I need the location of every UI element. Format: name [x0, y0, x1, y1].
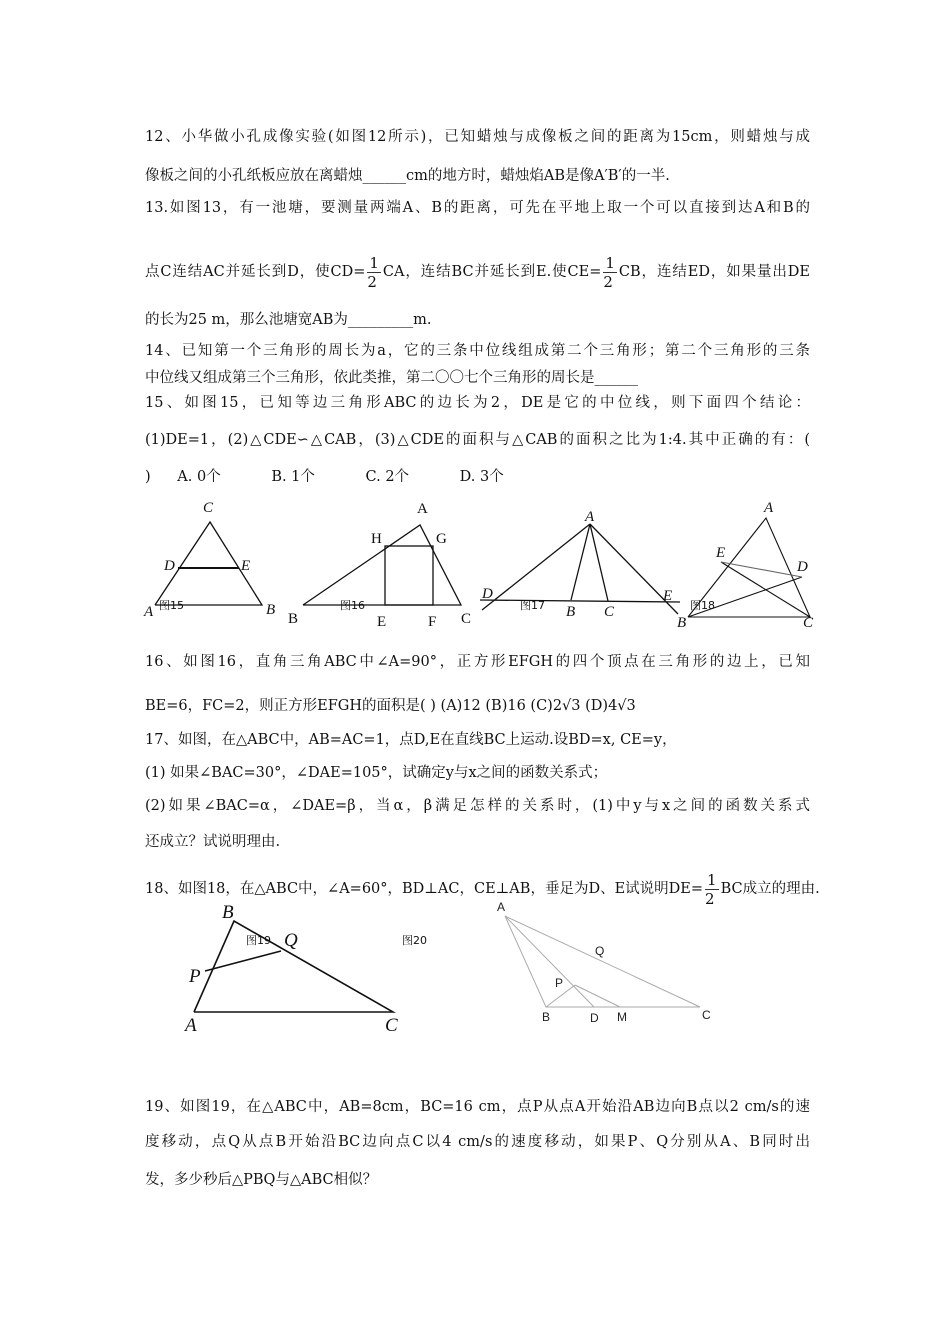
frac-num: 1 [707, 870, 717, 889]
figure-17-caption: 图17 [520, 599, 545, 612]
option-c: C. 2个 [365, 469, 410, 485]
option-b: B. 1个 [271, 469, 315, 485]
label-a: A [144, 604, 154, 620]
square-efgh [385, 546, 433, 605]
label-p: P [189, 966, 201, 987]
q13-text-c: CB，连结ED，如果量出DE [618, 264, 811, 280]
q17-line3: (2)如果∠BAC=α，∠DAE=β，当α，β满足怎样的关系时，(1)中y与x之间的函数关系式 [145, 798, 810, 814]
label-b: B [566, 604, 576, 620]
label-e: E [241, 558, 251, 574]
q16-line1: 16、如图16，直角三角ABC中∠A=90°，正方形EFGH的四个顶点在三角形的边上，已知 [145, 654, 810, 670]
q16-line2: BE=6，FC=2，则正方形EFGH的面积是( ) (A)12 (B)16 (C)2√3 (D)4√3 [145, 698, 636, 714]
close-paren: ) [145, 469, 151, 485]
q15-line1: 15、如图15，已知等边三角形ABC的边长为2，DE是它的中位线，则下面四个结论： [145, 395, 810, 411]
q14-line1: 14、已知第一个三角形的周长为a，它的三条中位线组成第二个三角形；第二个三角形的三条 [145, 343, 810, 359]
label-h: H [371, 531, 382, 547]
figure-20-caption: 图20 [402, 934, 427, 947]
q15-line2: (1)DE=1，(2)△CDE∽△CAB，(3)△CDE的面积与△CAB的面积之比为1:4.其中正确的有：( [145, 432, 810, 448]
q19-line2: 度移动，点Q从点B开始沿BC边向点C以4 cm/s的速度移动，如果P、Q分别从A、B同时出 [145, 1134, 810, 1150]
q12-line1: 12、小华做小孔成像实验(如图12所示)，已知蜡烛与成像板之间的距离为15cm，则蜡烛与成 [145, 129, 810, 145]
frac-num: 1 [369, 253, 379, 272]
label-e: E [663, 588, 673, 604]
segment-ad [482, 524, 590, 610]
label-c: C [203, 500, 214, 516]
label-a: A [585, 509, 595, 525]
segment-ac [590, 524, 608, 601]
q18-text-b: BC成立的理由. [720, 881, 820, 897]
q13-text-a: 点C连结AC并延长到D，使CD= [145, 264, 366, 280]
figure-20 [505, 916, 700, 1007]
q12-line2: 像板之间的小孔纸板应放在离蜡烛______cm的地方时，蜡烛焰AB是像A′B′的一半. [145, 168, 670, 184]
label-d: D [164, 558, 175, 574]
q14-line2: 中位线又组成第三个三角形，依此类推，第二〇〇七个三角形的周长是______ [145, 370, 638, 386]
segment-ad [505, 916, 594, 1007]
label-d: D [482, 586, 493, 602]
figure-15-caption: 图15 [159, 599, 184, 612]
segment-pm [575, 985, 620, 1007]
label-g: G [436, 531, 447, 547]
segment-ab [571, 524, 590, 600]
label-d: D [590, 1011, 599, 1025]
frac-num: 1 [605, 253, 615, 272]
label-c: C [461, 611, 472, 627]
label-f: F [428, 614, 437, 630]
q17-line4: 还成立？试说明理由. [145, 834, 281, 850]
frac-den: 2 [603, 272, 613, 291]
label-q: Q [595, 944, 605, 958]
label-c: C [385, 1015, 398, 1036]
label-p: P [555, 976, 564, 990]
q19-line3: 发，多少秒后△PBQ与△ABC相似？ [145, 1172, 378, 1188]
label-d: D [797, 559, 808, 575]
label-b: B [677, 615, 687, 631]
q13-text-b: CA，连结BC并延长到E.使CE= [382, 264, 602, 280]
frac-den: 2 [705, 889, 715, 908]
label-c: C [604, 604, 615, 620]
figure-19-caption: 图19 [246, 934, 271, 947]
label-a: A [417, 501, 428, 517]
label-e: E [377, 614, 387, 630]
label-q: Q [284, 930, 298, 951]
label-a: A [764, 500, 774, 516]
label-c: C [803, 615, 814, 631]
line-bc [480, 600, 680, 602]
label-e: E [716, 545, 726, 561]
figure-16-caption: 图16 [340, 599, 365, 612]
option-d: D. 3个 [459, 469, 504, 485]
option-a: A. 0个 [177, 469, 221, 485]
figure-17 [480, 524, 680, 614]
q18-text-a: 18、如图18，在△ABC中，∠A=60°，BD⊥AC，CE⊥AB，垂足为D、E试说明DE= [145, 881, 704, 897]
q13-line3: 的长为25 m，那么池塘宽AB为_________m. [145, 312, 432, 328]
label-b: B [222, 902, 234, 923]
figure-18-caption: 图18 [690, 599, 715, 612]
label-b: B [542, 1010, 551, 1024]
q13-line1: 13.如图13，有一池塘，要测量两端A、B的距离，可先在平地上取一个可以直接到达A和B的 [145, 200, 810, 216]
label-a: A [185, 1015, 197, 1036]
label-m: M [617, 1010, 627, 1024]
label-b: B [288, 611, 299, 627]
q17-line1: 17、如图，在△ABC中，AB=AC=1，点D,E在直线BC上运动.设BD=x, CE=y， [145, 732, 677, 748]
label-c: C [702, 1008, 711, 1022]
frac-den: 2 [367, 272, 377, 291]
triangle-abc [505, 916, 700, 1007]
q19-line1: 19、如图19，在△ABC中，AB=8cm，BC=16 cm，点P从点A开始沿AB边向B点以2 cm/s的速 [145, 1099, 810, 1115]
label-a: A [497, 900, 506, 914]
q17-line2: (1) 如果∠BAC=30°，∠DAE=105°，试确定y与x之间的函数关系式； [145, 765, 608, 781]
label-b: B [266, 602, 276, 618]
